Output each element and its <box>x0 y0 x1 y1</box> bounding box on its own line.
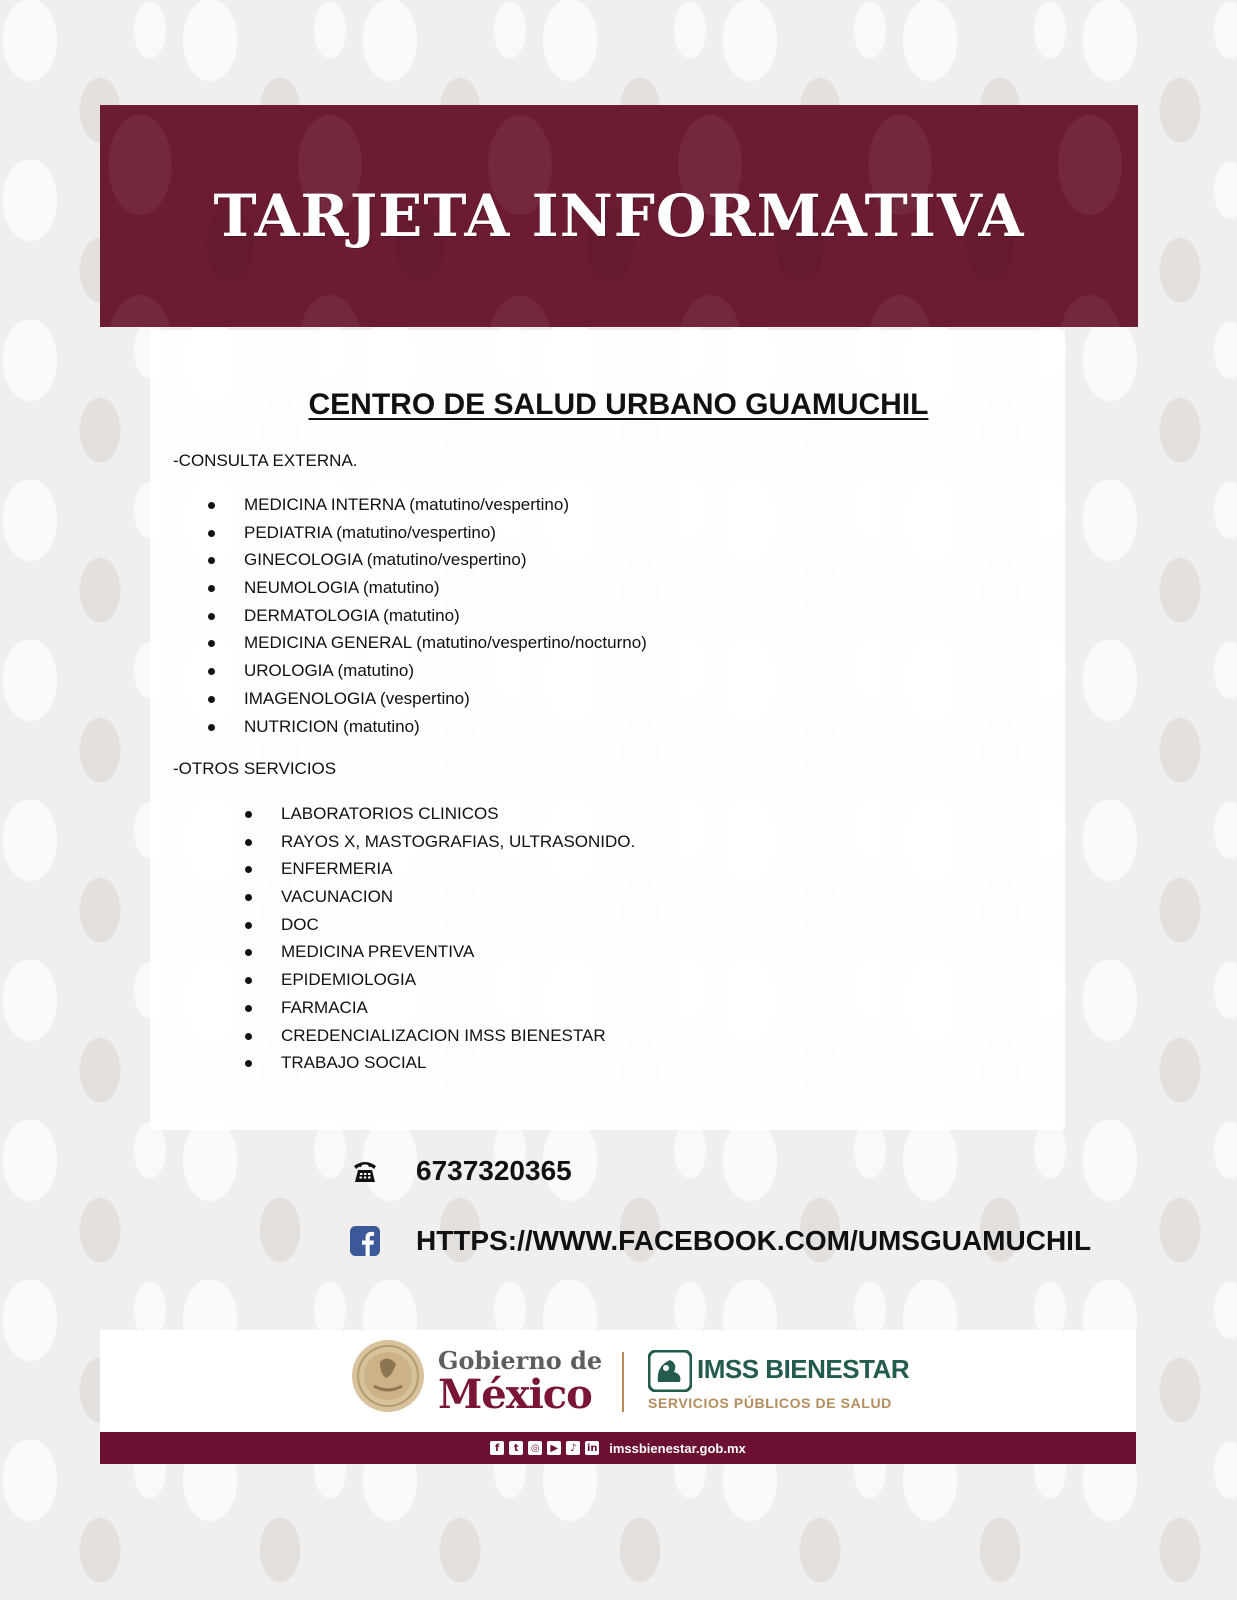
service-item: LABORATORIOS CLINICOS <box>281 800 635 828</box>
service-item: FARMACIA <box>281 994 635 1022</box>
logo-divider <box>622 1352 624 1412</box>
gob-mexico: México <box>438 1371 592 1418</box>
facebook-row <box>350 1225 1091 1257</box>
facebook-url[interactable]: HTTPS://WWW.FACEBOOK.COM/UMSGUAMUCHIL <box>416 1225 1092 1256</box>
service-item: IMAGENOLOGIA (vespertino) <box>244 685 647 713</box>
facebook-icon[interactable]: f <box>490 1441 504 1455</box>
consulta-label: -CONSULTA EXTERNA. <box>173 451 358 470</box>
consulta-list <box>244 491 647 740</box>
otros-label: -OTROS SERVICIOS <box>173 759 337 778</box>
service-item: ENFERMERIA <box>281 855 635 883</box>
service-item: TRABAJO SOCIAL <box>281 1049 635 1077</box>
mexico-seal-icon <box>350 1338 426 1419</box>
service-item: EPIDEMIOLOGIA <box>281 966 635 994</box>
otros-list <box>281 800 635 1077</box>
imss-title: IMSS BIENESTAR <box>697 1354 910 1384</box>
linkedin-icon[interactable]: in <box>586 1442 598 1454</box>
website-link[interactable]: imssbienestar.gob.mx <box>609 1440 746 1456</box>
facebook-icon <box>350 1226 380 1256</box>
service-item: DERMATOLOGIA (matutino) <box>244 602 647 630</box>
service-item: MEDICINA GENERAL (matutino/vespertino/nocturno) <box>244 629 647 657</box>
service-item: CREDENCIALIZACION IMSS BIENESTAR <box>281 1022 635 1050</box>
service-item: RAYOS X, MASTOGRAFIAS, ULTRASONIDO. <box>281 828 635 856</box>
imss-subtitle: SERVICIOS PÚBLICOS DE SALUD <box>648 1395 892 1411</box>
telephone-icon <box>350 1156 380 1186</box>
center-title: CENTRO DE SALUD URBANO GUAMUCHIL <box>308 388 929 421</box>
tiktok-icon[interactable]: ♪ <box>566 1441 580 1455</box>
twitter-icon[interactable]: t <box>509 1441 523 1455</box>
banner-title: TARJETA INFORMATIVA <box>213 182 1025 250</box>
service-item: MEDICINA INTERNA (matutino/vespertino) <box>244 491 647 519</box>
social-icons <box>490 1441 599 1455</box>
service-item: MEDICINA PREVENTIVA <box>281 938 635 966</box>
service-item: UROLOGIA (matutino) <box>244 657 647 685</box>
service-item: GINECOLOGIA (matutino/vespertino) <box>244 546 647 574</box>
service-item: PEDIATRIA (matutino/vespertino) <box>244 519 647 547</box>
imss-bienestar-logo-icon <box>648 1350 692 1397</box>
service-item: NUTRICION (matutino) <box>244 713 647 741</box>
service-item: DOC <box>281 911 635 939</box>
footer-bar <box>100 1432 1136 1464</box>
service-item: NEUMOLOGIA (matutino) <box>244 574 647 602</box>
youtube-icon[interactable]: ▶ <box>547 1441 561 1455</box>
service-item: VACUNACION <box>281 883 635 911</box>
gob-title: Gobierno de <box>438 1346 603 1375</box>
instagram-icon[interactable]: ◎ <box>528 1441 542 1455</box>
header-banner <box>100 105 1138 327</box>
phone-row <box>350 1155 572 1187</box>
phone-number[interactable]: 6737320365 <box>416 1155 572 1186</box>
footer-logos <box>100 1330 1136 1432</box>
